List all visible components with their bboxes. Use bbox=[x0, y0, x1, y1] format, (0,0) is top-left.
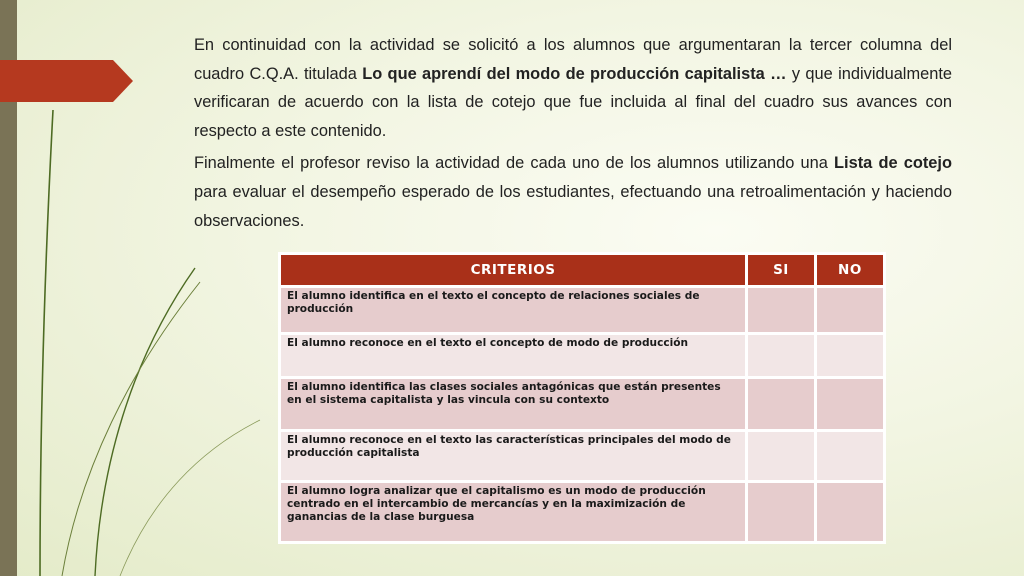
table-row bbox=[281, 483, 883, 541]
body-text bbox=[194, 31, 952, 239]
si-cell[interactable] bbox=[748, 288, 814, 332]
paragraph-1-start: En continuidad con la actividad se solicitó a los alumnos que argumentaran la tercer columna del cuadro C.Q.A. titulada bbox=[194, 36, 952, 83]
table-row bbox=[281, 379, 883, 429]
red-arrow-shape bbox=[0, 60, 133, 102]
header-no: NO bbox=[817, 255, 883, 285]
no-cell[interactable] bbox=[817, 335, 883, 376]
no-cell[interactable] bbox=[817, 432, 883, 480]
criterion-cell: El alumno identifica las clases sociales antagónicas que están presentes en el sistema capitalista y las vincula con su contexto bbox=[281, 379, 745, 429]
paragraph-2-end: para evaluar el desempeño esperado de los estudiantes, efectuando una retroalimentación y haciendo observaciones. bbox=[194, 182, 952, 230]
header-criterios: CRITERIOS bbox=[281, 255, 745, 285]
no-cell[interactable] bbox=[817, 483, 883, 541]
paragraph-2-start: Finalmente el profesor reviso la actividad de cada uno de los alumnos utilizando una bbox=[194, 154, 835, 173]
no-cell[interactable] bbox=[817, 288, 883, 332]
paragraph-2-bold: Lista de cotejo bbox=[834, 154, 952, 173]
paragraph-1-bold: Lo que aprendí del modo de producción capitalista … bbox=[362, 64, 787, 83]
si-cell[interactable] bbox=[748, 432, 814, 480]
paragraph-2 bbox=[194, 149, 952, 235]
criterion-cell: El alumno identifica en el texto el concepto de relaciones sociales de producción bbox=[281, 288, 745, 332]
paragraph-1-end: y que individualmente verificaran de acuerdo con la lista de cotejo que fue incluida al final del cuadro sus avances con respecto a este contenido. bbox=[194, 64, 952, 140]
criterion-cell: El alumno reconoce en el texto las características principales del modo de producción capitalista bbox=[281, 432, 745, 480]
checklist-table bbox=[278, 252, 886, 544]
no-cell[interactable] bbox=[817, 379, 883, 429]
deco-line-1 bbox=[40, 110, 53, 576]
si-cell[interactable] bbox=[748, 335, 814, 376]
table-header-row bbox=[281, 255, 883, 285]
table-row bbox=[281, 288, 883, 332]
table-row bbox=[281, 432, 883, 480]
table-row bbox=[281, 335, 883, 376]
deco-line-4 bbox=[120, 420, 260, 576]
si-cell[interactable] bbox=[748, 483, 814, 541]
criterion-cell: El alumno logra analizar que el capitalismo es un modo de producción centrado en el intercambio de mercancías y en la maximización de ganancias de la clase burguesa bbox=[281, 483, 745, 541]
criterion-cell: El alumno reconoce en el texto el concepto de modo de producción bbox=[281, 335, 745, 376]
deco-line-2 bbox=[95, 268, 195, 576]
paragraph-1 bbox=[194, 31, 952, 145]
header-si: SI bbox=[748, 255, 814, 285]
si-cell[interactable] bbox=[748, 379, 814, 429]
deco-line-3 bbox=[62, 282, 200, 576]
